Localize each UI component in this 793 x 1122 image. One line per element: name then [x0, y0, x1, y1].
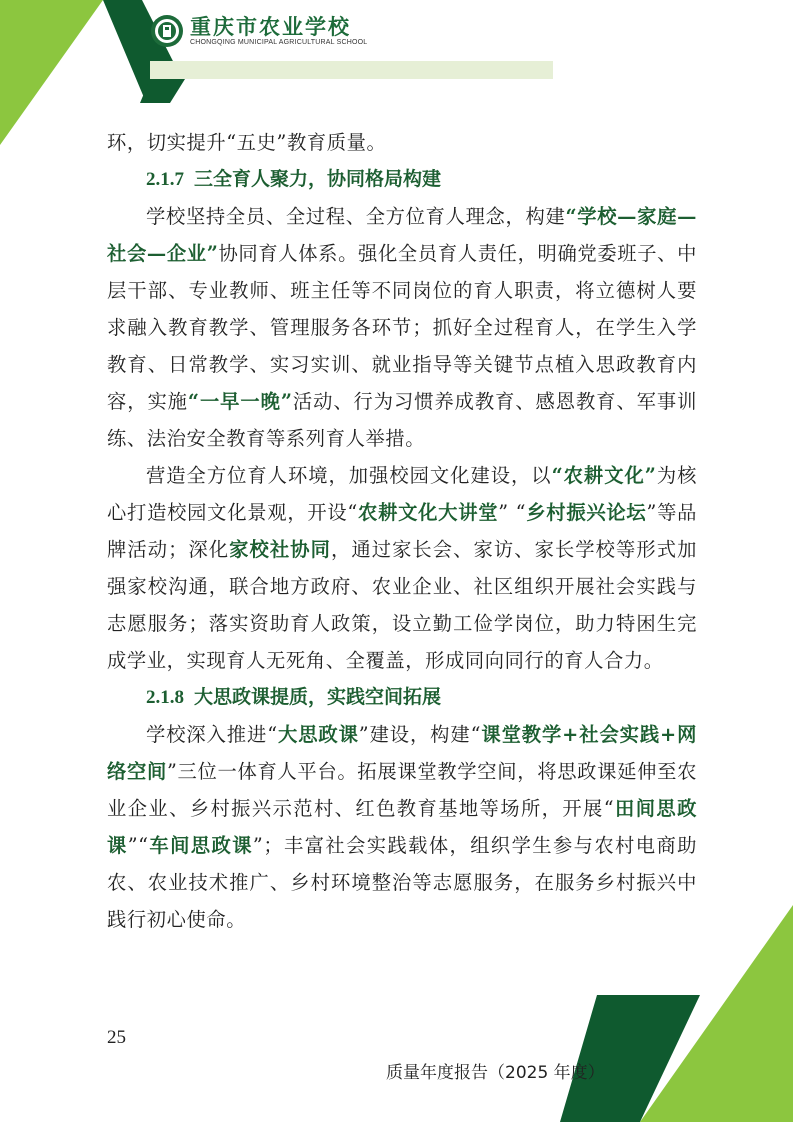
top-left-light-triangle: [0, 0, 103, 145]
header-pale-bar: [150, 61, 553, 79]
school-logo: [150, 14, 367, 48]
paragraph-campus-culture: 营造全方位育人环境，加强校园文化建设，以“农耕文化”为核心打造校园文化景观，开设“农耕文化大讲堂” “乡村振兴论坛”等品牌活动；深化家校社协同，通过家长会、家访、家长学校等形式加强家校沟通，联合地方政府、农业企业、社区组织开展社会实践与志愿服务；落实资助育人政策，设立勤工俭学岗位，助力特困生完成学业，实现育人无死角、全覆盖，形成同向同行的育人合力。: [107, 464, 698, 672]
paragraph-big-ideology-course: 学校深入推进“大思政课”建设，构建“课堂教学+社会实践+网络空间”三位一体育人平台。拓展课堂教学空间，将思政课延伸至农业企业、乡村振兴示范村、红色教育基地等场所，开展“田间思政课”“车间思政课”；丰富社会实践载体，组织学生参与农村电商助农、农业技术推广、乡村环境整治等志愿服务，在服务乡村振兴中践行初心使命。: [107, 723, 698, 931]
school-name-cn: 重庆市农业学校: [190, 13, 351, 39]
footer-report-title: 质量年度报告（2025 年度）: [386, 1063, 605, 1083]
school-emblem-icon: [150, 14, 184, 48]
section-heading-2-1-7: 2.1.7 三全育人聚力，协同格局构建: [146, 168, 442, 190]
school-name-en: CHONGQING MUNICIPAL AGRICULTURAL SCHOOL: [190, 38, 368, 46]
report-body: [107, 124, 697, 938]
section-heading-2-1-8: 2.1.8 大思政课提质，实践空间拓展: [146, 686, 442, 708]
paragraph-three-all-education: 学校坚持全员、全过程、全方位育人理念，构建“学校—家庭—社会—企业”协同育人体系。强化全员育人责任，明确党委班子、中层干部、专业教师、班主任等不同岗位的育人职责，将立德树人要求融入教育教学、管理服务各环节；抓好全过程育人，在学生入学教育、日常教学、实习实训、就业指导等关键节点植入思政教育内容，实施“一早一晚”活动、行为习惯养成教育、感恩教育、军事训练、法治安全教育等系列育人举措。: [107, 205, 698, 450]
paragraph-continuation: 环，切实提升“五史”教育质量。: [107, 131, 387, 154]
page-number: 25: [107, 1027, 126, 1048]
